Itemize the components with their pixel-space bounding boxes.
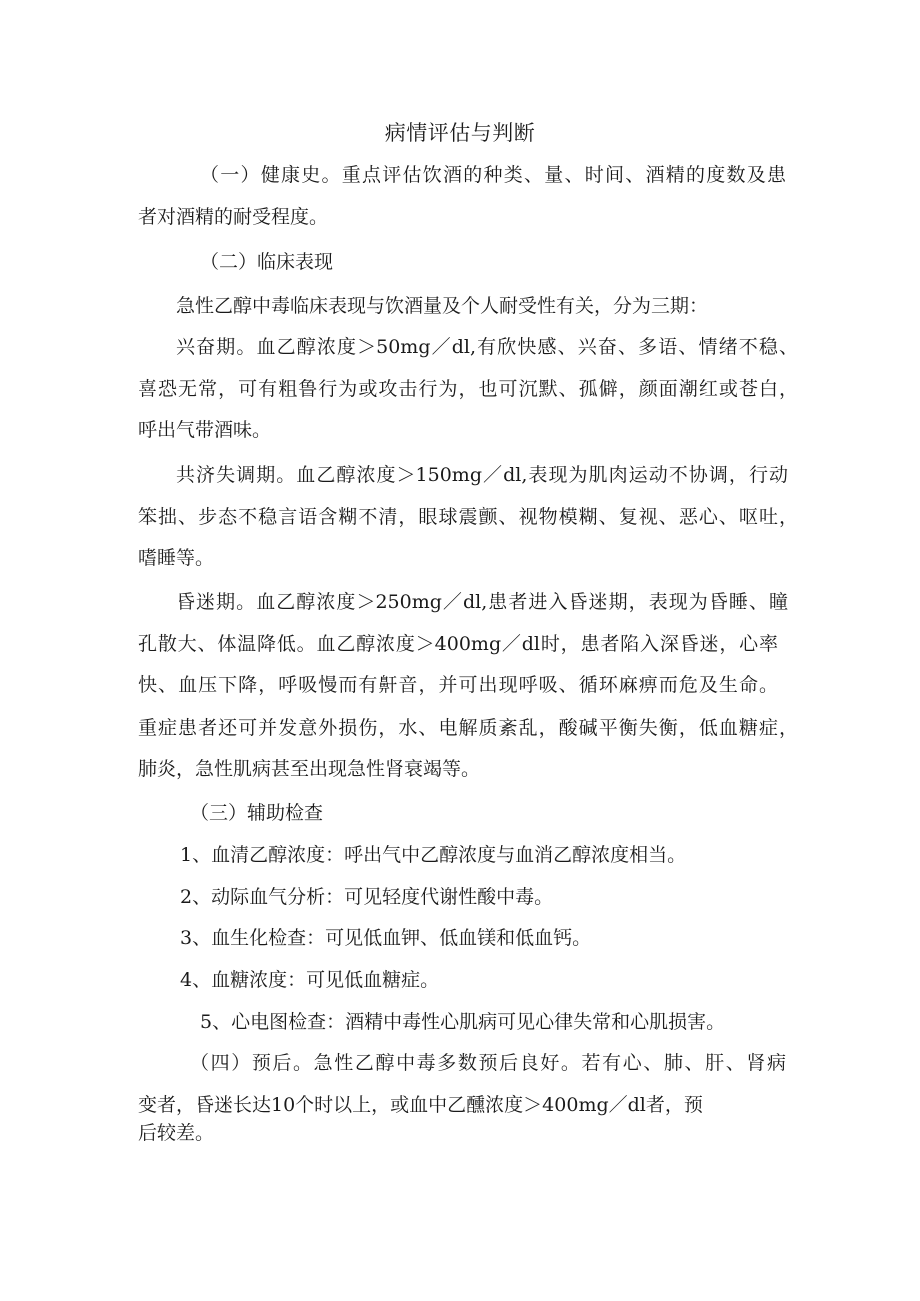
paragraph-line: 快、血压下降，呼吸慢而有鼾音，并可出现呼吸、循环麻痹而危及生命。	[138, 674, 778, 696]
paragraph-line: 呼出气带酒味。	[138, 419, 272, 441]
paragraph-line: 肺炎，急性肌病甚至出现急性肾衰竭等。	[138, 758, 481, 780]
section-heading: （二）临床表现	[200, 251, 334, 273]
list-item: 4、血糖浓度：可见低血糖症。	[180, 969, 440, 991]
list-item: 3、血生化检查：可见低血钾、低血镁和低血钙。	[180, 927, 592, 949]
paragraph-line: 变者，昏迷长达10个时以上，或血中乙醺浓度＞400mg／dl者，预	[138, 1094, 703, 1116]
paragraph-line: 重症患者还可并发意外损伤，水、电解质紊乱，酸碱平衡失衡，低血糖症，	[138, 717, 798, 739]
list-item: 1、血清乙醇浓度：呼出气中乙醇浓度与血消乙醇浓度相当。	[180, 844, 687, 866]
paragraph-line: 笨拙、步态不稳言语含糊不清，眼球震颤、视物模糊、复视、恶心、呕吐，	[138, 506, 798, 528]
list-item: 2、动际血气分析：可见轻度代谢性酸中毒。	[180, 886, 554, 908]
paragraph-line: （一）健康史。重点评估饮酒的种类、量、时间、酒精的度数及患	[200, 164, 786, 186]
paragraph-line: 者对酒精的耐受程度。	[138, 206, 329, 228]
list-item: 5、心电图检查：酒精中毒性心肌病可见心律失常和心肌损害。	[200, 1011, 726, 1033]
paragraph-line: 喜恐无常，可有粗鲁行为或攻击行为，也可沉默、孤僻，颜面潮红或苍白，	[138, 378, 798, 400]
paragraph-line: 孔散大、体温降低。血乙醇浓度＞400mg／dl时，患者陷入深昏迷，心率	[138, 633, 778, 655]
paragraph-line: （四）预后。急性乙醇中毒多数预后良好。若有心、肺、肝、肾病	[190, 1052, 786, 1074]
paragraph-line: 嗜睡等。	[138, 547, 215, 569]
paragraph-line: 兴奋期。血乙醇浓度＞50mg／dl,有欣快感、兴奋、多语、情绪不稳、	[176, 336, 798, 358]
paragraph-line: 昏迷期。血乙醇浓度＞250mg／dl,患者进入昏迷期，表现为昏睡、瞳	[176, 591, 788, 613]
section-heading: （三）辅助检查	[190, 802, 324, 824]
paragraph-line: 急性乙醇中毒临床表现与饮酒量及个人耐受性有关，分为三期：	[176, 295, 709, 317]
paragraph-line: 共济失调期。血乙醇浓度＞150mg／dl,表现为肌肉运动不协调，行动	[176, 464, 788, 486]
page-title: 病情评估与判断	[384, 121, 536, 145]
paragraph-line: 后较差。	[138, 1122, 215, 1144]
